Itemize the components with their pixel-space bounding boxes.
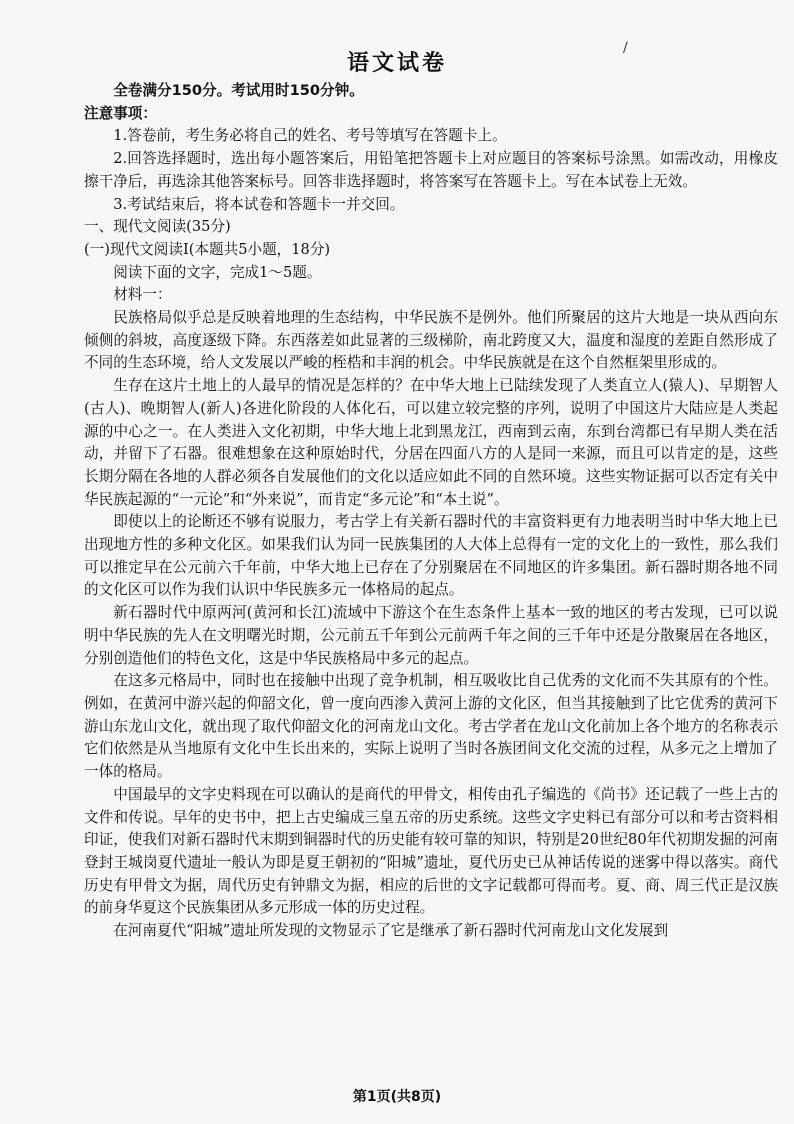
passage-paragraph-2: 生存在这片土地上的人最早的情况是怎样的？在中华大地上已陆续发现了人类直立人(猿人)、早期智人(古人)、晚期智人(新人)各进化阶段的人体化石，可以建立较完整的序列，说明了中国这片大陆应是人类起源的中心之一。在人类进入文化初期，中华大地上北到黑龙江，西南到云南，东到台湾都已有早期人类在活动，并留下了石器。很难想象在这种原始时代，分居在四面八方的人是同一来源，而且可以肯定的是，这些长期分隔在各地的人群必须各自发展他们的文化以适应如此不同的自然环境。这些实物证据可以否定有关中华民族起源的“一元论”和“外来说”，而肯定“多元论”和“本土说”。 — [84, 377, 778, 508]
passage-paragraph-7: 在河南夏代“阳城”遗址所发现的文物显示了它是继承了新石器时代河南龙山文化发展到 — [113, 922, 669, 940]
notes-heading: 注意事项： — [84, 104, 157, 122]
passage-paragraph-6: 中国最早的文字史料现在可以确认的是商代的甲骨文，相传由孔子编选的《尚书》还记载了一些上古的文件和传说。早年的史书中，把上古史编成三皇五帝的历史系统。这些文字史料已有部分可以和考古资料相印证，使我们对新石器时代末期到铜器时代的历史能有较可靠的知识，特别是20世纪80年代初期发掘的河南登封王城岗夏代遗址一般认为即是夏王朝初的“阳城”遗址，夏代历史已从神话传说的迷雾中得以落实。商代历史有甲骨文为据，周代历史有钟鼎文为据，相应的后世的文字记载都可得而考。夏、商、周三代正是汉族的前身华夏这个民族集团从多元形成一体的历史过程。 — [84, 785, 778, 917]
section-heading: 一、现代文阅读(35分) — [84, 218, 231, 236]
note-item-3: 3.考试结束后，将本试卷和答题卡一并交回。 — [113, 195, 405, 213]
passage-paragraph-3: 即使以上的论断还不够有说服力，考古学上有关新石器时代的丰富资料更有力地表明当时中华大地上已出现地方性的多种文化区。如果我们认为同一民族集团的人大体上总得有一定的文化上的一致性，那么我们可以推定早在公元前六千年前，中华大地上已存在了分别聚居在不同地区的许多集团。新石器时期各地不同的文化区可以作为我们认识中华民族多元一体格局的起点。 — [84, 513, 778, 599]
exam-info: 全卷满分150分。考试用时150分钟。 — [113, 82, 364, 99]
page-title: 语文试卷 — [346, 51, 447, 76]
page-content — [84, 80, 778, 943]
note-item-2: 2.回答选择题时，选出每小题答案后，用铅笔把答题卡上对应题目的答案标号涂黑。如需改动，用橡皮擦干净后，再选涂其他答案标号。回答非选择题时，将答案写在答题卡上。写在本试卷上无效。 — [84, 150, 778, 190]
page-number: 第1页(共8页) — [352, 1089, 442, 1105]
passage-paragraph-1: 民族格局似乎总是反映着地理的生态结构，中华民族不是例外。他们所聚居的这片大地是一块从西向东倾侧的斜坡，高度逐级下降。东西落差如此显著的三级梯阶，南北跨度又大，温度和湿度的差距自然形成了不同的生态环境，给人文发展以严峻的桎梏和丰润的机会。中华民族就是在这个自然框架里形成的。 — [84, 309, 778, 372]
passage-paragraph-4: 新石器时代中原两河(黄河和长江)流域中下游这个在生态条件上基本一致的地区的考古发现，已可以说明中华民族的先人在文明曙光时期，公元前五千年到公元前两千年之间的三千年中还是分散聚居在各地区，分别创造他们的特色文化，这是中华民族格局中多元的起点。 — [84, 604, 778, 667]
instruction-text: 阅读下面的文字，完成1～5题。 — [113, 263, 322, 281]
subsection-heading: (一)现代文阅读Ⅰ(本题共5小题，18分) — [84, 240, 331, 258]
pen-mark: / — [623, 40, 628, 56]
passage-paragraph-5: 在这多元格局中，同时也在接触中出现了竞争机制，相互吸收比自己优秀的文化而不失其原有的个性。例如，在黄河中游兴起的仰韶文化，曾一度向西渗入黄河上游的文化区，但当其接触到了比它优秀的黄河下游山东龙山文化，就出现了取代仰韶文化的河南龙山文化。考古学者在龙山文化前加上各个地方的名称表示它们依然是从当地原有文化中生长出来的，实际上说明了当时各族团间文化交流的过程，从多元之上增加了一体的格局。 — [84, 672, 778, 781]
material-label: 材料一： — [113, 286, 172, 304]
note-item-1: 1.答卷前，考生务必将自己的姓名、考号等填写在答题卡上。 — [113, 127, 507, 145]
